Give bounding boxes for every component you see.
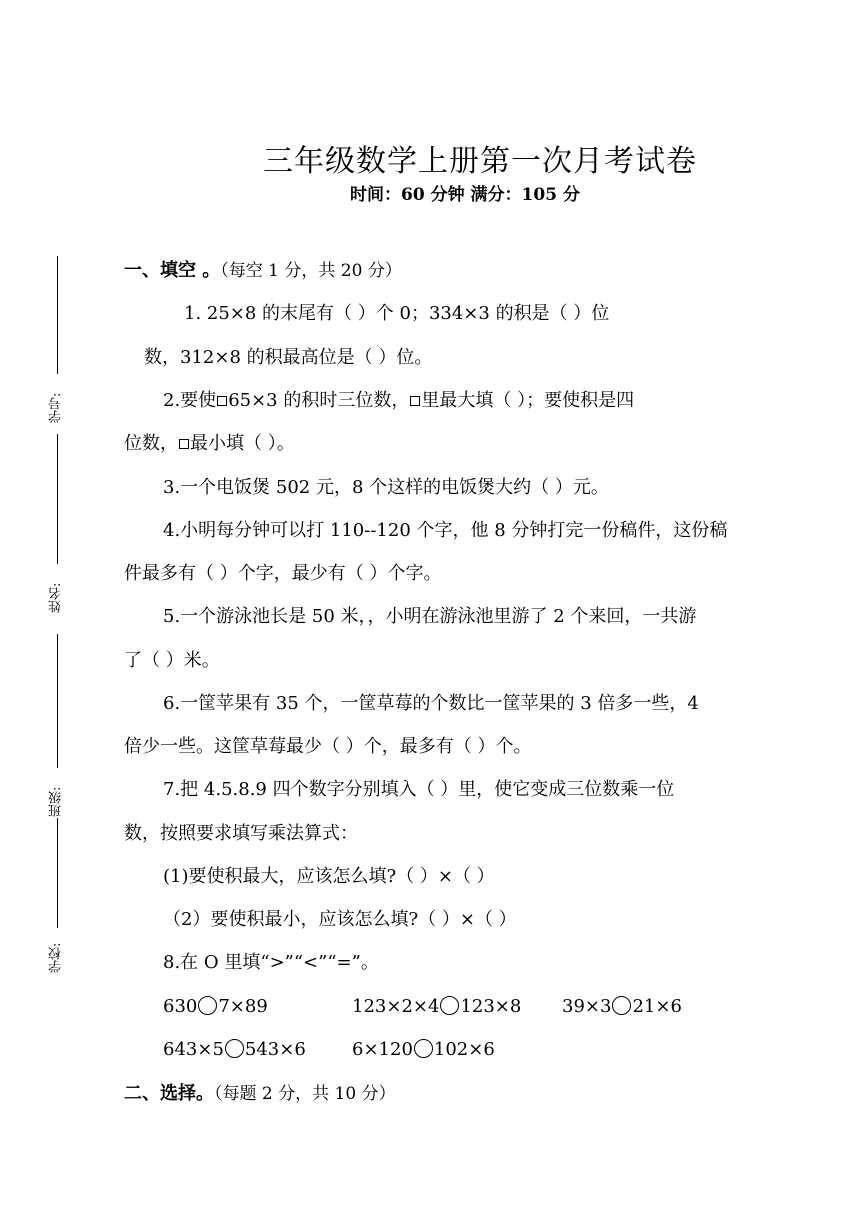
question-line: 8.在 O 里填“>”“<”“=”。 [163, 952, 379, 973]
compare-left: 123×2×4 [352, 996, 440, 1017]
question-line: 4.小明每分钟可以打 110--120 个字，他 8 分钟打完一份稿件，这份稿 [163, 520, 728, 541]
label-name: 姓名: [49, 582, 64, 614]
blank-box-icon [410, 396, 420, 406]
compare-left: 630 [163, 996, 198, 1017]
compare-item [163, 995, 268, 1019]
question-line: 7.把 4.5.8.9 四个数字分别填入（ ）里，使它变成三位数乘一位 [163, 779, 675, 800]
binding-line-3 [57, 634, 58, 768]
binding-line-1 [57, 256, 58, 374]
compare-circle-icon [198, 996, 217, 1015]
question-line: 了（ ）米。 [124, 650, 220, 671]
question-line: 件最多有（ ）个字，最少有（ ）个字。 [124, 563, 442, 584]
section-1-title: 一、填空 。 [124, 260, 221, 281]
compare-circle-icon [440, 996, 459, 1015]
compare-item [352, 1038, 495, 1062]
compare-left: 643×5 [163, 1039, 224, 1060]
question-line: 5.一个游泳池长是 50 米，，小明在游泳池里游了 2 个来回，一共游 [163, 606, 697, 627]
question-line: （2）要使积最小，应该怎么填?（ ）×（ ） [163, 909, 517, 930]
compare-item [562, 995, 682, 1019]
text: 里最大填（ ）；要使积是四 [421, 390, 635, 411]
exam-title: 三年级数学上册第一次月考试卷 [263, 144, 697, 179]
compare-right: 123×8 [460, 996, 522, 1017]
question-line: 数，312×8 的积最高位是（ ）位。 [144, 347, 433, 368]
compare-item [352, 995, 521, 1019]
section-1-score-note: （每空 1 分，共 20 分） [220, 261, 402, 281]
section-2-score-note: （每题 2 分，共 10 分） [214, 1084, 396, 1104]
compare-right: 543×6 [244, 1039, 306, 1060]
question-line: 1. 25×8 的末尾有（ ）个 0；334×3 的积是（ ）位 [184, 303, 610, 324]
question-line [163, 389, 634, 413]
label-student-id: 学号: [49, 392, 64, 424]
compare-left: 6×120 [352, 1039, 413, 1060]
compare-right: 7×89 [218, 996, 268, 1017]
binding-line-2 [57, 434, 58, 564]
section-2-title: 二、选择。 [124, 1083, 214, 1104]
compare-right: 102×6 [433, 1039, 495, 1060]
question-line: 数，按照要求填写乘法算式： [124, 823, 358, 844]
text: 65×3 的积时三位数， [228, 390, 410, 411]
label-school: 学校: [49, 942, 64, 974]
text: 2.要使 [163, 390, 217, 411]
section-1-heading [124, 259, 402, 283]
compare-circle-icon [225, 1039, 244, 1058]
question-line [124, 432, 295, 456]
question-line: (1)要使积最大，应该怎么填?（ ）×（ ） [163, 866, 495, 887]
text: 位数， [124, 433, 178, 454]
compare-circle-icon [414, 1039, 433, 1058]
text: 最小填（ ）。 [190, 433, 295, 454]
compare-circle-icon [612, 996, 631, 1015]
compare-item [163, 1038, 306, 1062]
blank-box-icon [217, 396, 227, 406]
label-class: 班级: [49, 786, 64, 818]
binding-line-4 [57, 818, 58, 928]
section-2-heading [124, 1082, 396, 1106]
compare-right: 21×6 [632, 996, 682, 1017]
question-line: 3.一个电饭煲 502 元，8 个这样的电饭煲大约（ ）元。 [163, 477, 609, 498]
question-line: 6.一筐苹果有 35 个，一筐草莓的个数比一筐苹果的 3 倍多一些，4 [163, 693, 699, 714]
compare-left: 39×3 [562, 996, 612, 1017]
question-line: 倍少一些。这筐草莓最少（ ）个，最多有（ ）个。 [124, 736, 532, 757]
exam-subtitle: 时间：60 分钟 满分：105 分 [350, 185, 580, 205]
blank-box-icon [179, 439, 189, 449]
